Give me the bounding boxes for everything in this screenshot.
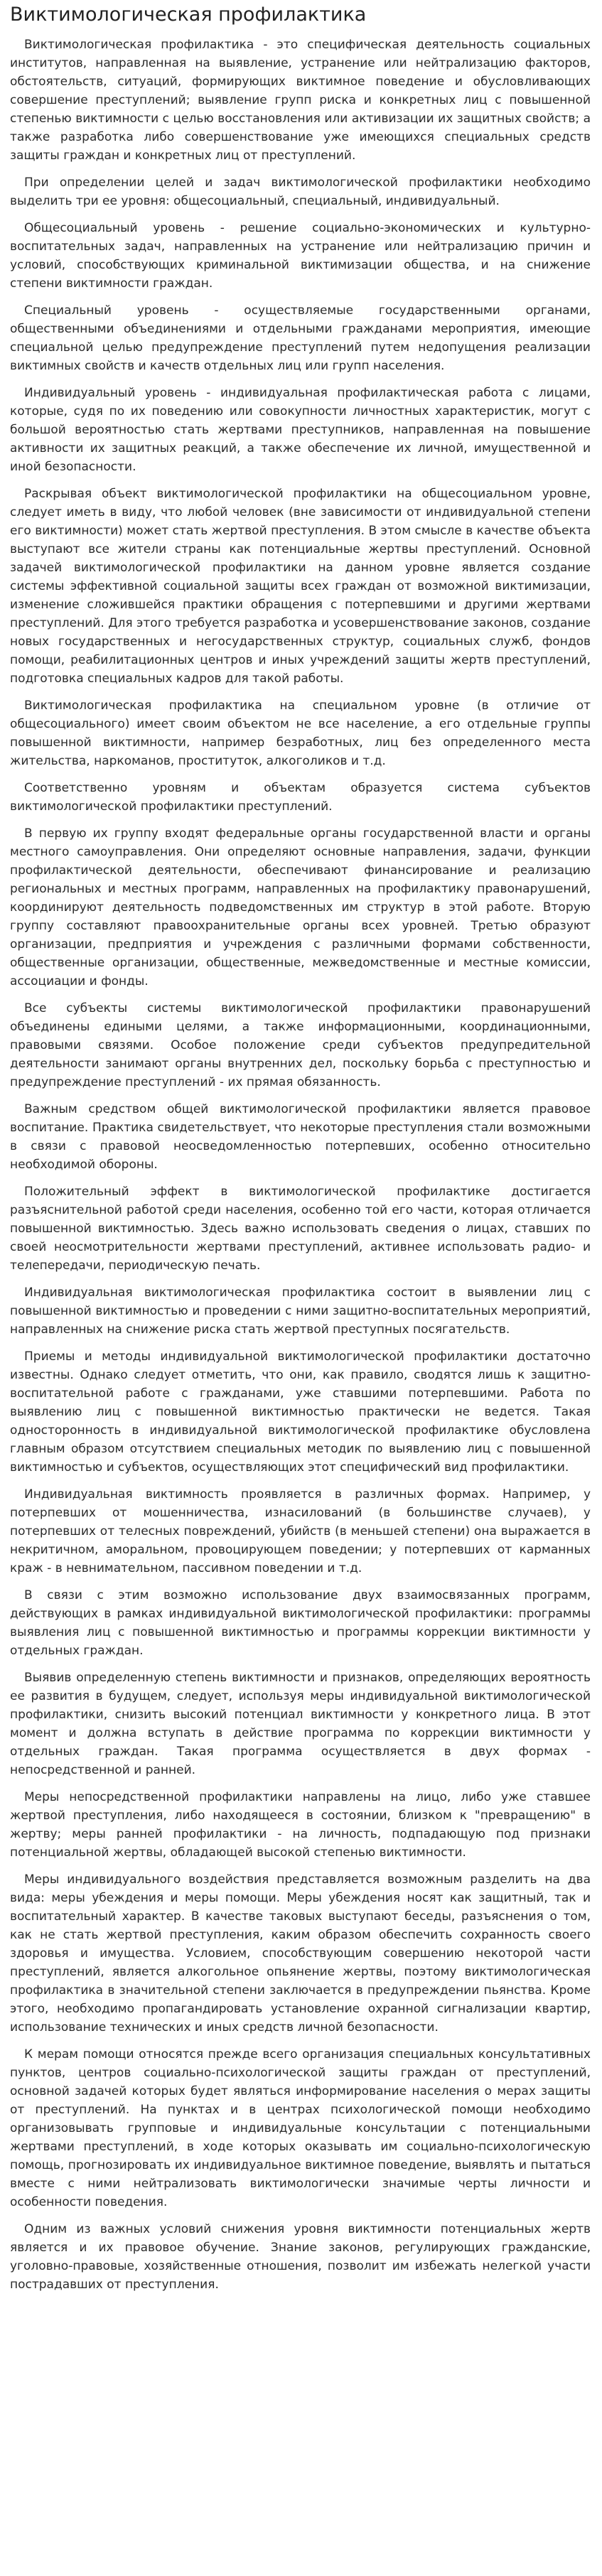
paragraph: Индивидуальная виктимологическая профилактика состоит в выявлении лиц с повышенной виктимностью и проведении с ними защитно-воспитательных мероприятий, направленных на снижение риска стать жертвой преступных посягательств.: [10, 1286, 591, 1337]
article-body: [10, 36, 591, 2294]
paragraph: Положительный эффект в виктимологической профилактике достигается разъяснительной работой среди населения, особенно той его части, которая отличается повышенной виктимностью. Здесь важно использовать сведения о лицах, ставших по своей неосмотрительности жертвами преступлений, активнее использовать радио- и телепередачи, периодическую печать.: [10, 1185, 591, 1273]
paragraph: Важным средством общей виктимологической профилактики является правовое воспитание. Практика свидетельствует, что некоторые преступления стали возможными в связи с правовой неосведомленностью потерпевших, особенно относительно необходимой обороны.: [10, 1102, 591, 1172]
paragraph: В первую их группу входят федеральные органы государственной власти и органы местного самоуправления. Они определяют основные направления, задачи, функции профилактической деятельности, обеспечивают финансирование и реализацию региональных и местных программ, направленных на профилактику правонарушений, координируют деятельность подведомственных им структур в этой работе. Вторую группу составляют правоохранительные органы всех уровней. Третью образуют организации, предприятия и учреждения с различными формами собственности, общественные организации, общественные, межведомственные и местные комиссии, ассоциации и фонды.: [10, 826, 591, 988]
paragraph: Виктимологическая профилактика - это специфическая деятельность социальных институтов, направленная на выявление, устранение или нейтрализацию факторов, обстоятельств, ситуаций, формирующих виктимное поведение и обусловливающих совершение преступлений; выявление групп риска и конкретных лиц с повышенной степенью виктимности с целью восстановления или активизации их защитных свойств; а также разработка либо совершенствование уже имеющихся специальных средств защиты граждан и конкретных лиц от преступлений.: [10, 38, 591, 163]
paragraph: Одним из важных условий снижения уровня виктимности потенциальных жертв является и их правовое обучение. Знание законов, регулирующих гражданские, уголовно-правовые, хозяйственные отношения, позволит им избежать нелегкой участи пострадавших от преступления.: [10, 2222, 591, 2292]
paragraph: Все субъекты системы виктимологической профилактики правонарушений объединены едиными целями, а также информационными, координационными, правовыми связями. Особое положение среди субъектов предупредительной деятельности занимают органы внутренних дел, поскольку борьба с преступностью и предупреждение преступлений - их прямая обязанность.: [10, 1001, 591, 1089]
paragraph: Раскрывая объект виктимологической профилактики на общесоциальном уровне, следует иметь в виду, что любой человек (вне зависимости от индивидуальной степени его виктимности) может стать жертвой преступления. В этом смысле в качестве объекта выступают все жители страны как потенциальные жертвы преступлений. Основной задачей виктимологической профилактики на данном уровне является создание системы эффективной социальной защиты всех граждан от возможной виктимизации, изменение сложившейся практики обращения с потерпевшими и другими жертвами преступлений. Для этого требуется разработка и усовершенствование законов, создание новых государственных и негосударственных структур, социальных служб, фондов помощи, реабилитационных центров и иных учреждений защиты жертв преступлений, подготовка специальных кадров для такой работы.: [10, 487, 591, 686]
paragraph: В связи с этим возможно использование двух взаимосвязанных программ, действующих в рамках индивидуальной виктимологической профилактики: программы выявления лиц с повышенной виктимностью и программы коррекции виктимности у отдельных граждан.: [10, 1588, 591, 1658]
paragraph: Виктимологическая профилактика на специальном уровне (в отличие от общесоциального) имеет своим объектом не все население, а его отдельные группы повышенной виктимности, например безработных, лиц без определенного места жительства, наркоманов, проституток, алкоголиков и т.д.: [10, 699, 591, 768]
paragraph: Меры непосредственной профилактики направлены на лицо, либо уже ставшее жертвой преступления, либо находящееся в состоянии, близком к "превращению" в жертву; меры ранней профилактики - на личность, подпадающую под признаки потенциальной жертвы, обладающей высокой степенью виктимности.: [10, 1790, 591, 1860]
paragraph: Специальный уровень - осуществляемые государственными органами, общественными объединениями и отдельными гражданами мероприятия, имеющие специальной целью предупреждение преступлений путем недопущения реализации виктимных свойств и качеств отдельных лиц или групп населения.: [10, 303, 591, 373]
page-title: Виктимологическая профилактика: [10, 4, 367, 26]
paragraph: При определении целей и задач виктимологической профилактики необходимо выделить три ее уровня: общесоциальный, специальный, индивидуальный.: [10, 176, 591, 208]
paragraph: Приемы и методы индивидуальной виктимологической профилактики достаточно известны. Однако следует отметить, что они, как правило, сводятся лишь к защитно-воспитательной работе с гражданами, уже ставшими потерпевшими. Работа по выявлению лиц с повышенной виктимностью практически не ведется. Такая односторонность в индивидуальной виктимологической профилактике обусловлена главным образом отсутствием специальных методик по выявлению лиц с повышенной виктимностью и субъектов, осуществляющих этот специфический вид профилактики.: [10, 1349, 591, 1475]
paragraph: Меры индивидуального воздействия представляется возможным разделить на два вида: меры убеждения и меры помощи. Меры убеждения носят как защитный, так и воспитательный характер. В качестве таковых выступают беседы, разъяснения о том, как не стать жертвой преступления, каким образом обеспечить сохранность своего здоровья и имущества. Условием, способствующим совершению некоторой части преступлений, является алкогольное опьянение жертвы, поэтому виктимологическая профилактика в значительной степени заключается в предупреждении пьянства. Кроме этого, необходимо пропагандировать установление охранной сигнализации квартир, использование технических и иных средств личной безопасности.: [10, 1872, 591, 2035]
paragraph: Соответственно уровням и объектам образуется система субъектов виктимологической профилактики преступлений.: [10, 781, 591, 814]
paragraph: Индивидуальный уровень - индивидуальная профилактическая работа с лицами, которые, судя по их поведению или совокупности личностных характеристик, могут с большой вероятностью стать жертвами преступников, направленная на повышение активности их защитных реакций, а также обеспечение их личной, имущественной и иной безопасности.: [10, 386, 591, 474]
paragraph: Индивидуальная виктимность проявляется в различных формах. Например, у потерпевших от мошенничества, изнасилований (в большинстве случаев), у потерпевших от телесных повреждений, убийств (в меньшей степени) она выражается в некритичном, аморальном, провоцирующем поведении; у потерпевших от карманных краж - в невнимательном, пассивном поведении и т.д.: [10, 1487, 591, 1575]
paragraph: Общесоциальный уровень - решение социально-экономических и культурно-воспитательных задач, направленных на устранение или нейтрализацию причин и условий, способствующих криминальной виктимизации общества, и на снижение степени виктимности граждан.: [10, 221, 591, 291]
paragraph: К мерам помощи относятся прежде всего организация специальных консультативных пунктов, центров социально-психологической защиты граждан от преступлений, основной задачей которых будет являться информирование населения о мерах защиты от преступлений. На пунктах и в центрах психологической помощи необходимо организовывать групповые и индивидуальные консультации с потенциальными жертвами преступлений, в ходе которых оказывать им социально-психологическую помощь, прогнозировать их индивидуальное виктимное поведение, выявлять и пытаться вместе с ними нейтрализовать виктимологически значимые черты личности и особенности поведения.: [10, 2047, 591, 2209]
paragraph: Выявив определенную степень виктимности и признаков, определяющих вероятность ее развития в будущем, следует, используя меры индивидуальной виктимологической профилактики, снизить высокий потенциал виктимности у конкретного лица. В этот момент и должна вступать в действие программа по коррекции виктимности у отдельных граждан. Такая программа осуществляется в двух формах - непосредственной и ранней.: [10, 1671, 591, 1777]
